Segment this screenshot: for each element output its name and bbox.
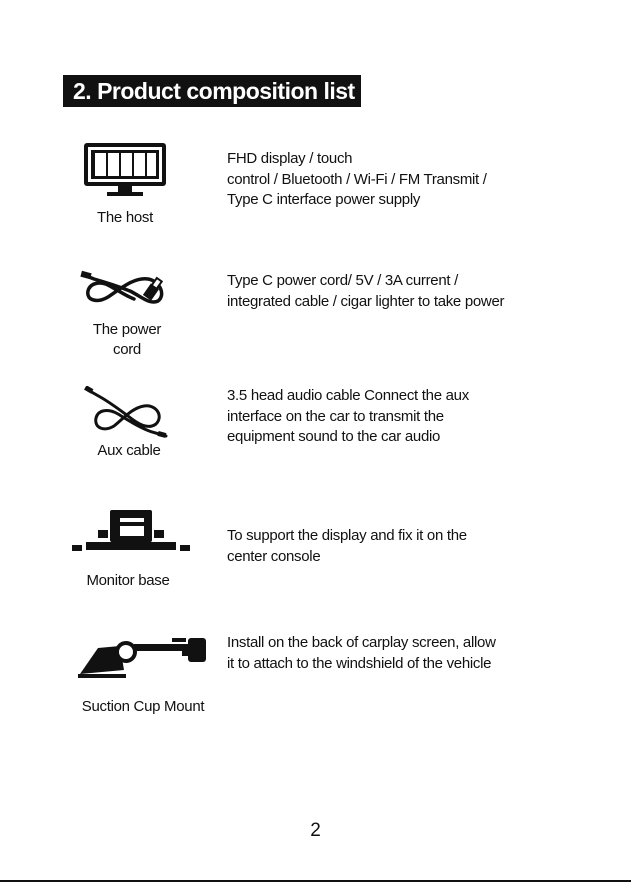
suction-cup-mount-icon [76, 630, 212, 682]
desc-line: interface on the car to transmit the [227, 407, 444, 425]
item-label-monitor-base: Monitor base [86, 572, 170, 589]
desc-line: control / Bluetooth / Wi-Fi / FM Transmit / [227, 170, 487, 188]
desc-line: equipment sound to the car audio [227, 428, 441, 445]
desc-line: 3.5 head audio cable Connect the aux [227, 387, 469, 404]
item-desc-monitor-base [227, 526, 557, 567]
item-desc-aux-cable [227, 386, 557, 448]
label-line: The power [92, 321, 162, 338]
desc-line: integrated cable / cigar lighter to take power [227, 292, 505, 310]
desc-line: To support the display and fix it on the [227, 527, 467, 544]
item-label-aux-cable: Aux cable [97, 442, 161, 459]
item-label-host: The host [97, 209, 153, 226]
item-desc-suction-cup [227, 633, 557, 674]
bottom-rule [0, 880, 631, 882]
label-line: cord [113, 341, 141, 358]
item-desc-power-cord [227, 271, 557, 312]
section-title: 2. Product composition list [63, 75, 361, 107]
monitor-icon [83, 142, 167, 198]
item-desc-host [227, 149, 557, 211]
desc-line: Type C power cord/ 5V / 3A current / [227, 272, 458, 289]
desc-line: FHD display / touch [227, 150, 353, 167]
desc-line: it to attach to the windshield of the vehicle [227, 654, 492, 672]
aux-cable-icon [84, 386, 170, 438]
desc-line: center console [227, 547, 321, 565]
desc-line: Install on the back of carplay screen, allow [227, 634, 496, 651]
power-cord-icon [80, 265, 168, 311]
page-number: 2 [310, 820, 321, 841]
monitor-base-icon [72, 508, 190, 554]
desc-line: Type C interface power supply [227, 191, 421, 208]
item-label-suction-cup: Suction Cup Mount [81, 698, 205, 715]
item-label-power-cord [80, 320, 174, 360]
